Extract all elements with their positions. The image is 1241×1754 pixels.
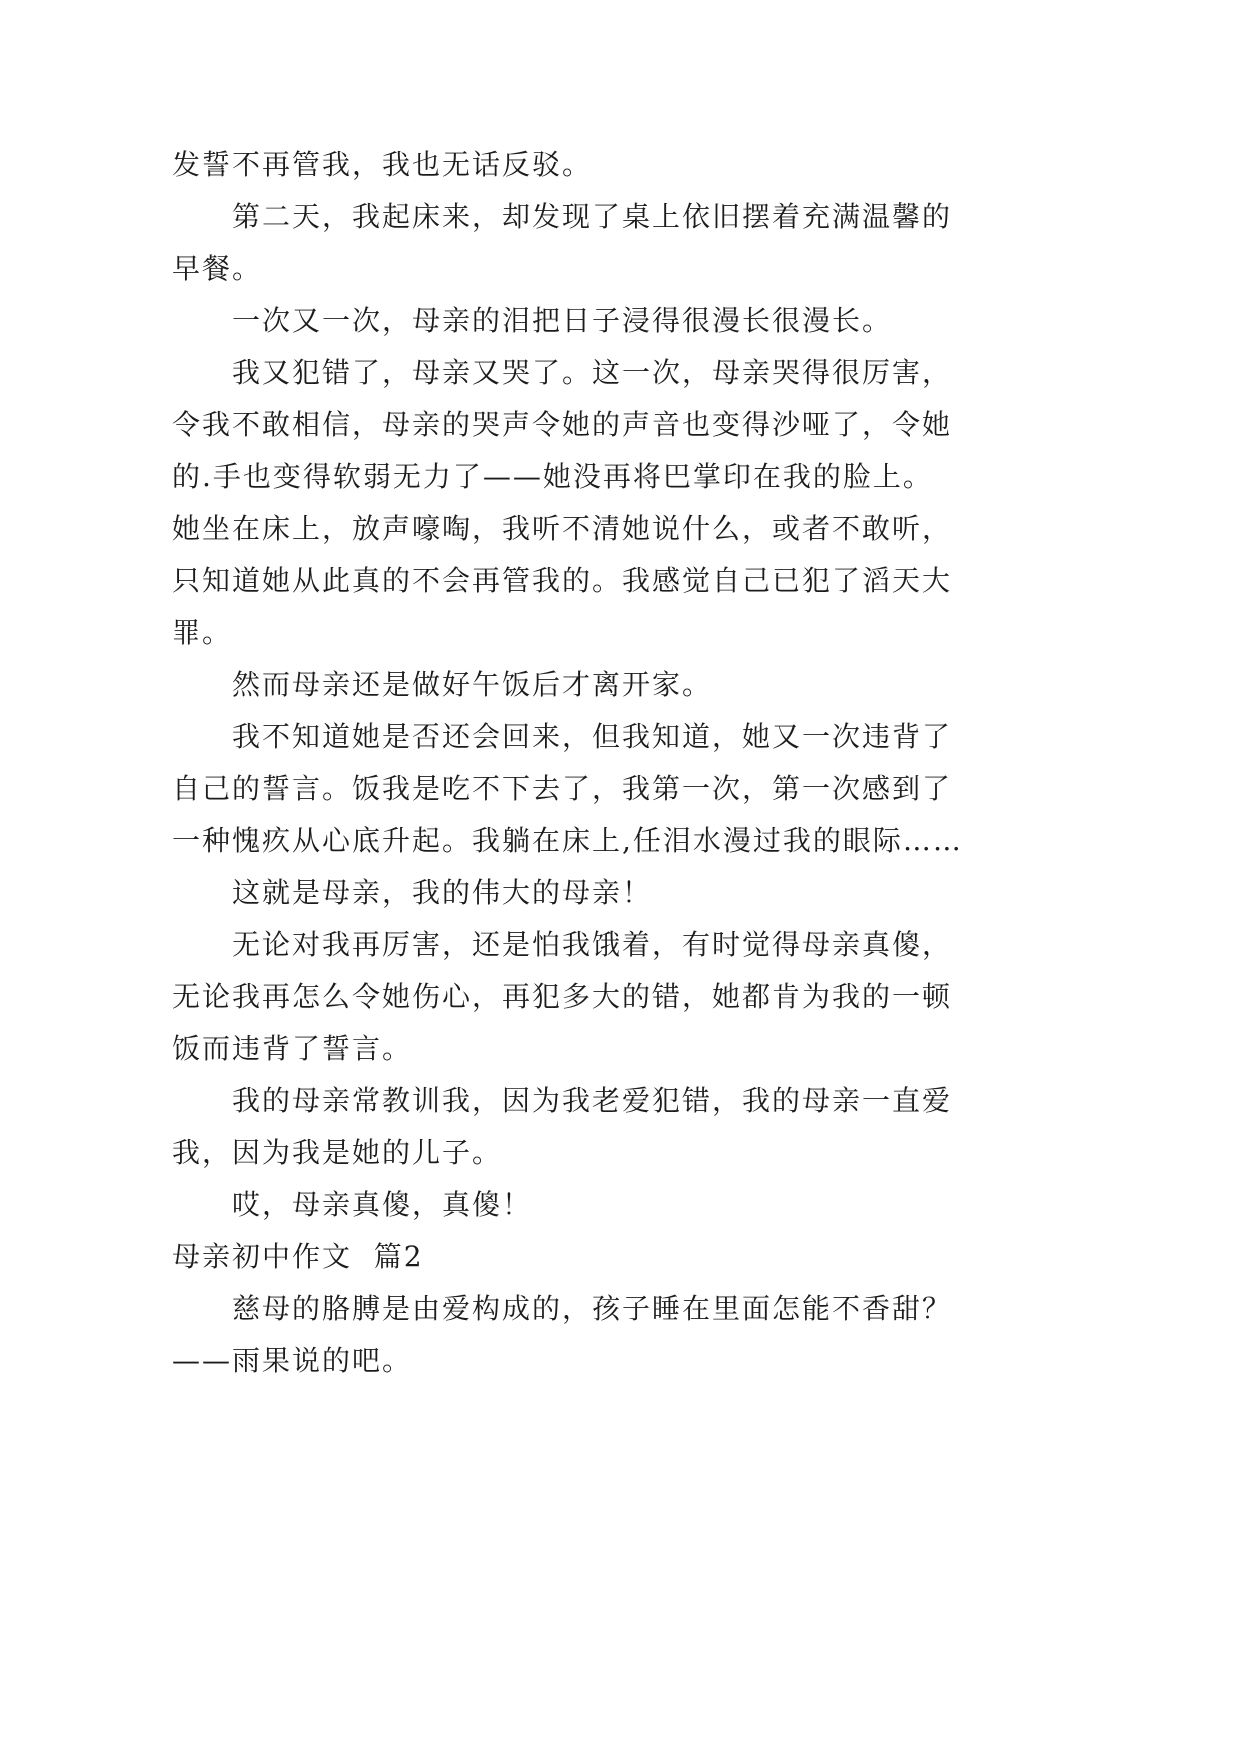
text-line: 令我不敢相信，母亲的哭声令她的声音也变得沙哑了，令她 xyxy=(172,408,953,441)
paragraph xyxy=(172,1179,1072,1231)
paragraph xyxy=(172,1075,1072,1179)
text-line: 她坐在床上，放声嚎啕，我听不清她说什么，或者不敢听， xyxy=(172,512,953,545)
paragraph xyxy=(172,191,1072,295)
text-line: 一次又一次，母亲的泪把日子浸得很漫长很漫长。 xyxy=(232,304,893,337)
paragraph xyxy=(172,711,1072,867)
text-line: 一种愧疚从心底升起。我躺在床上,任泪水漫过我的眼际…… xyxy=(172,824,963,857)
paragraph xyxy=(172,139,1072,191)
text-line: 这就是母亲，我的伟大的母亲！ xyxy=(232,876,653,909)
text-line: 无论对我再厉害，还是怕我饿着，有时觉得母亲真傻， xyxy=(232,928,953,961)
text-line: 罪。 xyxy=(172,616,233,649)
text-line: 的.手也变得软弱无力了——她没再将巴掌印在我的脸上。 xyxy=(172,460,933,493)
text-line: 只知道她从此真的不会再管我的。我感觉自己已犯了滔天大 xyxy=(172,564,953,597)
section-heading: 母亲初中作文 篇2 xyxy=(172,1240,424,1273)
paragraph xyxy=(172,867,1072,919)
paragraph xyxy=(172,659,1072,711)
text-line: 自己的誓言。饭我是吃不下去了，我第一次，第一次感到了 xyxy=(172,772,953,805)
text-line: 无论我再怎么令她伤心，再犯多大的错，她都肯为我的一顿 xyxy=(172,980,953,1013)
text-line: 我，因为我是她的儿子。 xyxy=(172,1136,503,1169)
text-line: 饭而违背了誓言。 xyxy=(172,1032,413,1065)
paragraph xyxy=(172,347,1072,659)
text-line: 早餐。 xyxy=(172,252,263,285)
paragraph xyxy=(172,1283,1072,1387)
paragraph xyxy=(172,919,1072,1075)
text-line: 我的母亲常教训我，因为我老爱犯错，我的母亲一直爱 xyxy=(232,1084,953,1117)
text-line: 哎，母亲真傻，真傻！ xyxy=(232,1188,533,1221)
text-line: 我又犯错了，母亲又哭了。这一次，母亲哭得很厉害， xyxy=(232,356,953,389)
text-line: 发誓不再管我，我也无话反驳。 xyxy=(172,148,593,181)
paragraph xyxy=(172,295,1072,347)
text-line: ——雨果说的吧。 xyxy=(172,1344,413,1377)
text-line: 慈母的胳膊是由爱构成的，孩子睡在里面怎能不香甜？ xyxy=(232,1292,953,1325)
text-line: 第二天，我起床来，却发现了桌上依旧摆着充满温馨的 xyxy=(232,200,953,233)
document-body xyxy=(172,139,1072,1387)
text-line: 我不知道她是否还会回来，但我知道，她又一次违背了 xyxy=(232,720,953,753)
text-line: 然而母亲还是做好午饭后才离开家。 xyxy=(232,668,713,701)
